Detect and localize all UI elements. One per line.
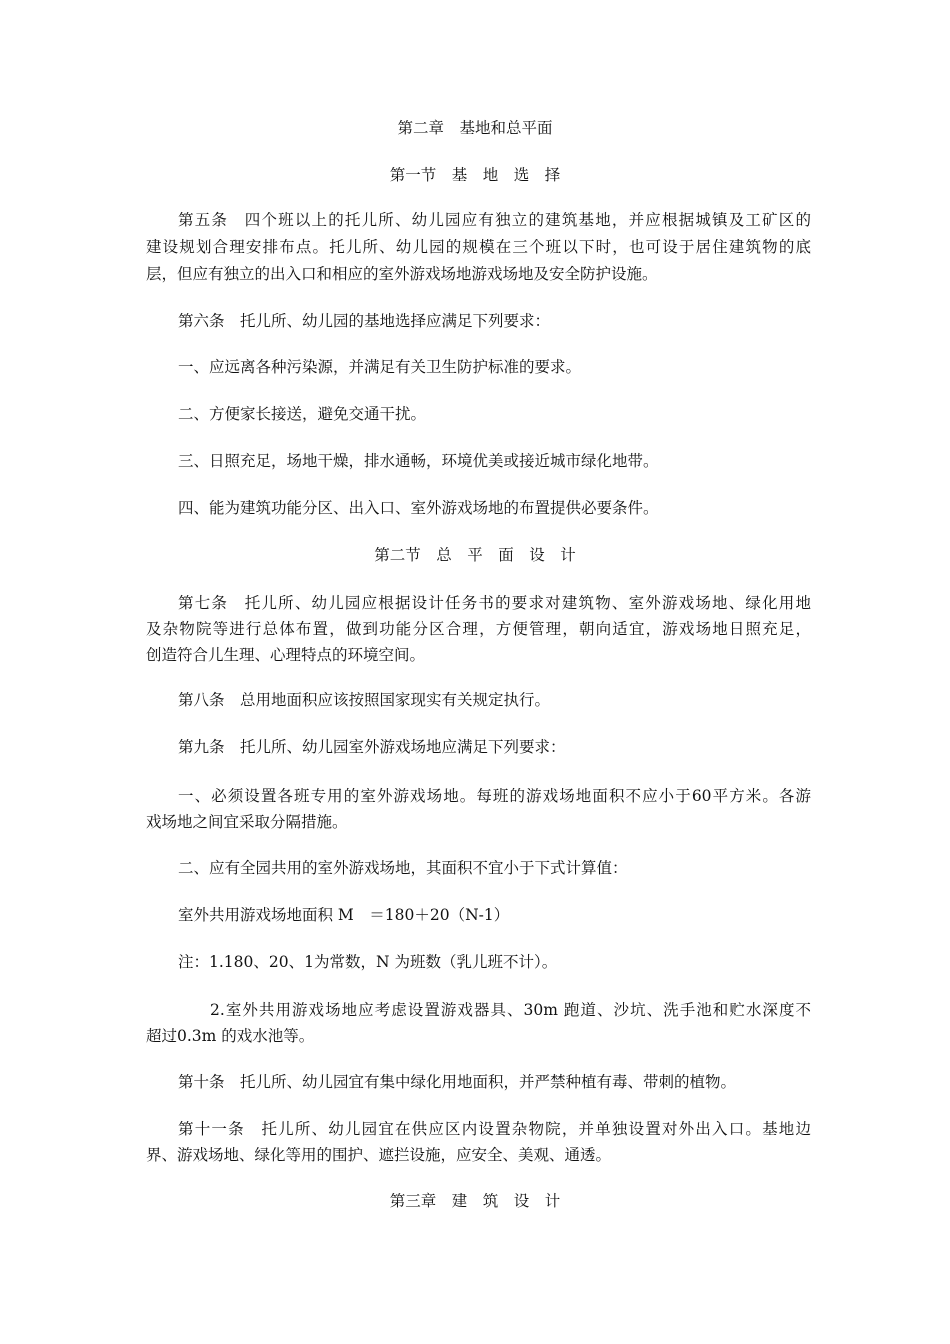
article-7-line-3: 创造符合儿生理、心理特点的环境空间。	[146, 646, 426, 664]
note-1: 注：1.180、20、1为常数，N 为班数（乳儿班不计）。	[178, 953, 558, 971]
article-8: 第八条 总用地面积应该按照国家现实有关规定执行。	[178, 691, 551, 709]
article-7-line-2: 及杂物院等进行总体布置，做到功能分区合理，方便管理，朝向适宜，游戏场地日照充足，	[146, 620, 811, 638]
article-5-line-2: 建设规划合理安排布点。托儿所、幼儿园的规模在三个班以下时，也可设于居住建筑物的底	[146, 238, 811, 256]
formula: 室外共用游戏场地面积 M ＝180＋20（N-1）	[178, 906, 510, 924]
article-6: 第六条 托儿所、幼儿园的基地选择应满足下列要求：	[178, 312, 551, 330]
article-11-line-1: 第十一条 托儿所、幼儿园宜在供应区内设置杂物院，并单独设置对外出入口。基地边	[178, 1120, 811, 1138]
article-6-item-4: 四、能为建筑功能分区、出入口、室外游戏场地的布置提供必要条件。	[178, 499, 659, 517]
chapter-title: 第三章 建 筑 设 计	[389, 1192, 561, 1210]
section-title: 第一节 基 地 选 择	[389, 166, 561, 184]
article-9-item-1-line-1: 一、必须设置各班专用的室外游戏场地。每班的游戏场地面积不应小于60平方米。各游	[178, 787, 811, 805]
article-7-line-1: 第七条 托儿所、幼儿园应根据设计任务书的要求对建筑物、室外游戏场地、绿化用地	[178, 594, 811, 612]
article-6-item-2: 二、方便家长接送，避免交通干扰。	[178, 405, 427, 423]
chapter-title: 第二章 基地和总平面	[397, 119, 553, 137]
article-5-line-3: 层，但应有独立的出入口和相应的室外游戏场地游戏场地及安全防护设施。	[146, 265, 658, 283]
article-5-line-1: 第五条 四个班以上的托儿所、幼儿园应有独立的建筑基地，并应根据城镇及工矿区的	[178, 211, 811, 229]
article-11-line-2: 界、游戏场地、绿化等用的围护、遮拦设施，应安全、美观、通透。	[146, 1146, 612, 1164]
article-6-item-1: 一、应远离各种污染源，并满足有关卫生防护标准的要求。	[178, 358, 582, 376]
article-9: 第九条 托儿所、幼儿园室外游戏场地应满足下列要求：	[178, 738, 566, 756]
article-10: 第十条 托儿所、幼儿园宜有集中绿化用地面积，并严禁种植有毒、带刺的植物。	[178, 1073, 737, 1091]
article-9-item-2: 二、应有全园共用的室外游戏场地，其面积不宜小于下式计算值：	[178, 859, 628, 877]
section-title: 第二节 总 平 面 设 计	[374, 546, 576, 564]
article-9-item-1-line-2: 戏场地之间宜采取分隔措施。	[146, 813, 348, 831]
note-2-line-1: 2.室外共用游戏场地应考虑设置游戏器具、30m 跑道、沙坑、洗手池和贮水深度不	[210, 1001, 811, 1019]
article-6-item-3: 三、日照充足，场地干燥，排水通畅，环境优美或接近城市绿化地带。	[178, 452, 659, 470]
note-2-line-2: 超过0.3m 的戏水池等。	[146, 1027, 315, 1045]
